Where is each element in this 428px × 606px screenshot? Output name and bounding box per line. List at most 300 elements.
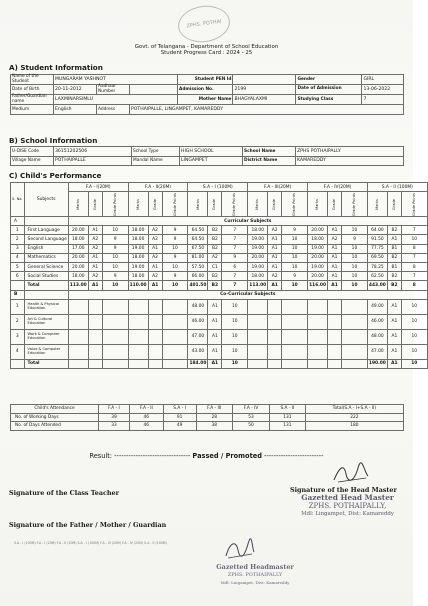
total-cell: A1: [268, 281, 282, 290]
score-cell: A1: [88, 253, 102, 262]
school-name-label: School Name: [243, 147, 296, 157]
empty-cell: [148, 299, 162, 314]
exam-fa4: F.A - IV(20M): [308, 183, 368, 192]
empty-cell: [128, 314, 148, 329]
mandal-label: Mandal Name: [132, 156, 180, 166]
stamp2-line-2: ZPHS. POTHAIPALLY: [227, 572, 283, 578]
attendance-cell: 46: [129, 422, 163, 431]
table-row: [11, 272, 428, 281]
attendance-header-4: F.A - III: [196, 405, 232, 414]
sub-col-text: Grade Points: [112, 192, 117, 216]
score-cell: A1: [148, 262, 162, 271]
attendance-row: [11, 422, 404, 431]
total-cell: 10: [342, 281, 368, 290]
score-cell: 78.25: [367, 262, 387, 271]
score-cell: A1: [88, 226, 102, 235]
dob-label: Date of Birth: [11, 85, 54, 95]
empty-cell: [342, 359, 368, 368]
score-cell: 8: [401, 244, 427, 253]
empty-cell: [88, 314, 102, 329]
admission-value: 2199: [233, 85, 296, 95]
score-cell: 9: [282, 272, 308, 281]
empty-cell: [268, 359, 282, 368]
head-master-signature-label: Signature of the Head Master: [290, 486, 397, 494]
empty-cell: [102, 314, 128, 329]
empty-cell: [162, 299, 188, 314]
score-cell: 10: [282, 244, 308, 253]
sa1-cell: A1: [208, 299, 222, 314]
attendance-cell: 33: [99, 422, 130, 431]
sub-col-2-1: [208, 192, 222, 217]
table-row: [11, 262, 428, 271]
score-cell: B1: [387, 262, 401, 271]
score-cell: 69.50: [367, 253, 387, 262]
row-sno: 6: [11, 272, 25, 281]
udise-value: 36151202506: [54, 147, 132, 157]
empty-cell: [282, 344, 308, 359]
sa1-cell: 10: [222, 299, 248, 314]
second-signature: [222, 536, 256, 562]
score-cell: 91.50: [367, 235, 387, 244]
attendance-cell: 49: [163, 422, 196, 431]
attendance-header-0: Child's Attendance: [11, 405, 99, 414]
empty-cell: [248, 329, 268, 344]
sa2-cell: A1: [387, 314, 401, 329]
row-subject: Mathematics: [24, 253, 68, 262]
attendance-header-3: S.A - I: [163, 405, 196, 414]
empty-cell: [248, 344, 268, 359]
co-total-sa2: 10: [401, 359, 427, 368]
score-cell: 9: [342, 235, 368, 244]
student-name: MUNGARAM YASHNOT: [54, 75, 178, 85]
aadhaar-label: Aadhaar Number: [97, 85, 130, 95]
sa2-cell: 10: [401, 329, 427, 344]
score-cell: 10: [102, 253, 128, 262]
father-value: LAXMINARSIMLU: [54, 95, 178, 105]
score-cell: 67.50: [188, 244, 208, 253]
empty-cell: [68, 314, 88, 329]
score-cell: 7: [222, 272, 248, 281]
empty-cell: [88, 299, 102, 314]
sub-col-5-2: [401, 192, 427, 217]
score-cell: A2: [268, 272, 282, 281]
sa1-cell: A1: [208, 344, 222, 359]
col-sno: S. No.: [11, 183, 25, 217]
score-cell: 18.00: [248, 226, 268, 235]
empty-cell: [342, 329, 368, 344]
empty-cell: [88, 344, 102, 359]
section-a-marker: A: [11, 217, 25, 226]
score-cell: 10: [162, 244, 188, 253]
total-cell: A1: [148, 281, 162, 290]
sub-col-text: Grade: [92, 198, 97, 210]
row-sno: 2: [11, 314, 25, 329]
score-cell: A2: [88, 235, 102, 244]
score-cell: 18.00: [308, 235, 328, 244]
empty-cell: [328, 329, 342, 344]
empty-cell: [342, 344, 368, 359]
score-cell: A1: [148, 244, 162, 253]
sub-col-0-2: [102, 192, 128, 217]
score-cell: 10: [282, 235, 308, 244]
score-cell: A2: [148, 226, 162, 235]
sub-col-text: Grade: [391, 198, 396, 210]
score-cell: A1: [328, 272, 342, 281]
score-cell: 10: [102, 226, 128, 235]
sa2-cell: A1: [387, 329, 401, 344]
sub-col-1-1: [148, 192, 162, 217]
table-row: [11, 244, 428, 253]
score-cell: 10: [342, 262, 368, 271]
empty-cell: [162, 344, 188, 359]
govt-header: Govt. of Telangana - Department of School Education: [134, 44, 279, 50]
exam-fa2: F.A - II(20M): [128, 183, 188, 192]
sub-col-text: Marks: [195, 198, 200, 210]
score-cell: 20.00: [68, 226, 88, 235]
score-cell: 9: [222, 253, 248, 262]
village-value: POTHAIPALLE: [54, 156, 132, 166]
mandal-value: LINGAMPET: [180, 156, 243, 166]
score-cell: 10: [102, 262, 128, 271]
sa1-cell: 46.00: [188, 314, 208, 329]
sa2-cell: 46.00: [367, 314, 387, 329]
total-cell: 10: [282, 281, 308, 290]
score-cell: 9: [102, 244, 128, 253]
co-total-sa1: 184.00: [188, 359, 208, 368]
section-school-info-title: B) School Information: [9, 136, 98, 145]
score-cell: B2: [208, 244, 222, 253]
attendance-header-1: F.A - I: [99, 405, 130, 414]
attendance-cell: 39: [99, 413, 130, 422]
row-subject: Value & Computer Education: [24, 344, 68, 359]
row-subject: English: [24, 244, 68, 253]
score-cell: 10: [282, 262, 308, 271]
father-label: Father/Guardian name: [11, 95, 54, 105]
empty-cell: [148, 359, 162, 368]
score-cell: 18.00: [128, 253, 148, 262]
medium-label: Medium: [11, 105, 54, 115]
table-row: [11, 299, 428, 314]
empty-cell: [148, 344, 162, 359]
sub-col-3-0: [248, 192, 268, 217]
row-subject: Art & Cultural Education: [24, 314, 68, 329]
total-label: Total: [24, 281, 68, 290]
score-cell: 10: [342, 253, 368, 262]
score-cell: 7: [222, 244, 248, 253]
score-cell: 9: [282, 226, 308, 235]
empty-cell: [128, 329, 148, 344]
school-type-value: HIGH SCHOOL: [180, 147, 243, 157]
sub-col-text: Grade Points: [232, 192, 237, 216]
score-cell: 7: [401, 226, 427, 235]
stamp2-line-3: Mdl: Lingampet, Dist: Kamareddy: [220, 580, 290, 585]
co-total-sa1: 10: [222, 359, 248, 368]
total-cell: B2: [387, 281, 401, 290]
sa2-cell: 10: [401, 344, 427, 359]
score-cell: B2: [387, 226, 401, 235]
class-value: 7: [362, 95, 404, 105]
empty-cell: [148, 329, 162, 344]
empty-cell: [102, 344, 128, 359]
stamp-line-3: Mdl: Lingampet, Dist: Kamareddy: [301, 511, 394, 517]
score-cell: A1: [328, 262, 342, 271]
score-cell: B2: [208, 235, 222, 244]
table-row: [11, 226, 428, 235]
section-performance-title: C) Child's Performance: [9, 171, 102, 180]
row-sno: 2: [11, 235, 25, 244]
empty-cell: [268, 314, 282, 329]
school-info-table: [10, 146, 404, 166]
head-master-stamp: [285, 494, 410, 518]
gender-label: Gender: [296, 75, 362, 85]
name-label: Name of the Student: [11, 75, 54, 85]
score-cell: A2: [148, 235, 162, 244]
total-cell: 401.50: [188, 281, 208, 290]
score-cell: 9: [162, 226, 188, 235]
attendance-cell: 46: [129, 413, 163, 422]
total-cell: 443.00: [367, 281, 387, 290]
empty-cell: [128, 359, 148, 368]
medium-value: English: [54, 105, 97, 115]
score-cell: A1: [88, 262, 102, 271]
sub-col-text: Marks: [135, 198, 140, 210]
score-cell: A2: [88, 272, 102, 281]
score-cell: 10: [342, 244, 368, 253]
empty-cell: [308, 299, 328, 314]
stamp2-line-1: Gazetted Headmaster: [216, 563, 294, 571]
exam-sa1: S.A - I (100M): [188, 183, 248, 192]
score-cell: A1: [268, 253, 282, 262]
sa2-cell: 48.00: [367, 329, 387, 344]
score-cell: 18.00: [128, 272, 148, 281]
score-cell: 20.00: [308, 272, 328, 281]
score-cell: A2: [208, 253, 222, 262]
sub-col-text: Grade Points: [351, 192, 356, 216]
attendance-cell: 180: [305, 422, 403, 431]
row-subject: Social Studies: [24, 272, 68, 281]
total-cell: 10: [102, 281, 128, 290]
co-total-label: Total: [24, 359, 68, 368]
total-cell: 116.00: [308, 281, 328, 290]
score-cell: 7: [401, 272, 427, 281]
sub-col-text: Grade: [272, 198, 277, 210]
exam-sa2: S.A - II (100M): [367, 183, 427, 192]
total-cell: B2: [208, 281, 222, 290]
class-label: Studying Class: [296, 95, 362, 105]
empty-cell: [282, 299, 308, 314]
sub-col-text: Grade: [332, 198, 337, 210]
score-cell: 19.00: [128, 244, 148, 253]
headmaster-stamp-bottom: [200, 563, 310, 587]
admission-label: Admission No.: [178, 85, 233, 95]
empty-cell: [162, 329, 188, 344]
score-cell: 77.75: [367, 244, 387, 253]
score-cell: A2: [148, 272, 162, 281]
score-cell: 20.00: [68, 253, 88, 262]
score-cell: A1: [268, 262, 282, 271]
attendance-cell: 53: [232, 413, 269, 422]
score-cell: 19.00: [248, 235, 268, 244]
score-cell: 7: [401, 253, 427, 262]
sub-col-3-2: [282, 192, 308, 217]
total-cell: 110.00: [128, 281, 148, 290]
score-cell: A1: [268, 235, 282, 244]
total-cell: 7: [222, 281, 248, 290]
score-cell: 17.00: [68, 244, 88, 253]
score-cell: 19.00: [128, 262, 148, 271]
score-cell: 20.00: [248, 253, 268, 262]
address-value: POTHAIPALLE, LINGAMPET, KAMAREDDY: [130, 105, 404, 115]
sa1-cell: 10: [222, 314, 248, 329]
empty-cell: [88, 329, 102, 344]
head-master-signature: [330, 462, 370, 486]
empty-cell: [308, 314, 328, 329]
attendance-cell: 131: [270, 422, 306, 431]
sa2-cell: 10: [401, 314, 427, 329]
sub-col-text: Marks: [75, 198, 80, 210]
empty-cell: [68, 344, 88, 359]
attendance-cell: 222: [305, 413, 403, 422]
address-label: Address: [97, 105, 130, 115]
score-cell: 62.50: [367, 272, 387, 281]
row-subject: Work & Computer Education: [24, 329, 68, 344]
sub-col-4-2: [342, 192, 368, 217]
empty-cell: [268, 299, 282, 314]
score-cell: 9: [102, 272, 128, 281]
attendance-header-7: Total(S.A - I+S.A - II): [305, 405, 403, 414]
empty-cell: [248, 359, 268, 368]
sub-col-0-0: [68, 192, 88, 217]
empty-cell: [68, 299, 88, 314]
row-sno: 4: [11, 344, 25, 359]
table-row: [11, 314, 428, 329]
empty-cell: [342, 314, 368, 329]
score-cell: 20.00: [308, 253, 328, 262]
score-cell: 66.00: [188, 272, 208, 281]
empty-cell: [308, 344, 328, 359]
empty-cell: [268, 344, 282, 359]
total-cell: 113.00: [248, 281, 268, 290]
score-cell: A2: [148, 253, 162, 262]
row-sno: 3: [11, 244, 25, 253]
result-value: Passed / Promoted: [192, 452, 262, 460]
result-dashes: --------------------------------: [114, 452, 191, 460]
score-cell: 19.00: [248, 244, 268, 253]
empty-cell: [328, 314, 342, 329]
empty-cell: [328, 344, 342, 359]
row-subject: Health & Physical Education: [24, 299, 68, 314]
total-cell: A1: [88, 281, 102, 290]
score-cell: 10: [401, 235, 427, 244]
row-sno: 5: [11, 262, 25, 271]
sub-col-5-1: [387, 192, 401, 217]
attendance-header-6: S.A - II: [270, 405, 306, 414]
total-cell: A1: [328, 281, 342, 290]
empty-cell: [308, 359, 328, 368]
doa-label: Date of Admission: [296, 85, 362, 95]
empty-cell: [282, 314, 308, 329]
empty-cell: [282, 329, 308, 344]
attendance-row: [11, 413, 404, 422]
attendance-header-2: F.A - II: [129, 405, 163, 414]
score-cell: 6: [222, 262, 248, 271]
score-cell: 9: [162, 235, 188, 244]
sub-col-4-0: [308, 192, 328, 217]
empty-cell: [102, 329, 128, 344]
stamp-line-1: Gazetted Head Master: [301, 493, 394, 502]
result-dashes-end: -------------------------: [264, 452, 324, 460]
sa2-cell: A1: [387, 299, 401, 314]
empty-cell: [328, 299, 342, 314]
score-cell: 10: [162, 262, 188, 271]
score-cell: A1: [268, 244, 282, 253]
sub-col-1-2: [162, 192, 188, 217]
score-cell: 18.00: [128, 235, 148, 244]
empty-cell: [308, 329, 328, 344]
empty-cell: [128, 344, 148, 359]
class-teacher-signature-label: Signature of the Class Teacher: [9, 489, 119, 497]
attendance-cell: 38: [196, 422, 232, 431]
attendance-table: [10, 404, 404, 431]
total-sno: [11, 281, 25, 290]
attendance-cell: 28: [196, 413, 232, 422]
sa1-cell: A1: [208, 329, 222, 344]
score-cell: 81.00: [188, 253, 208, 262]
udise-label: U-DISE Code: [11, 147, 54, 157]
school-seal-stamp: [176, 3, 233, 46]
attendance-cell: 91: [163, 413, 196, 422]
empty-cell: [68, 329, 88, 344]
score-cell: 9: [162, 253, 188, 262]
score-cell: B1: [387, 244, 401, 253]
score-cell: A1: [328, 253, 342, 262]
empty-cell: [128, 299, 148, 314]
score-cell: 20.00: [308, 226, 328, 235]
doa-value: 13-06-2022: [362, 85, 404, 95]
result-line: [0, 452, 413, 460]
score-cell: 7: [222, 226, 248, 235]
sa1-cell: 43.00: [188, 344, 208, 359]
table-row: [11, 329, 428, 344]
gender-value: GIRL: [362, 75, 404, 85]
school-type-label: School Type: [132, 147, 180, 157]
mother-value: BHAGYALAXMI: [233, 95, 296, 105]
score-cell: 9: [102, 235, 128, 244]
district-value: KAMAREDDY: [296, 156, 404, 166]
empty-cell: [328, 359, 342, 368]
attendance-label: No. of Days Attended: [11, 422, 99, 431]
score-cell: A1: [328, 226, 342, 235]
score-cell: 10: [342, 272, 368, 281]
sub-col-text: Marks: [315, 198, 320, 210]
score-cell: 19.00: [248, 262, 268, 271]
sub-col-2-0: [188, 192, 208, 217]
section-student-info-title: A) Student Information: [9, 63, 103, 72]
attendance-cell: 131: [270, 413, 306, 422]
school-name-value: ZPHS POTHAIPALLY: [296, 147, 404, 157]
performance-table: [10, 182, 428, 369]
total-cell: 8: [401, 281, 427, 290]
empty-cell: [88, 359, 102, 368]
row-sno: 1: [11, 226, 25, 235]
sa1-cell: 48.00: [188, 299, 208, 314]
score-cell: 18.00: [68, 272, 88, 281]
aadhaar-value: [130, 85, 178, 95]
score-cell: 20.00: [68, 262, 88, 271]
score-cell: A2: [268, 226, 282, 235]
empty-cell: [248, 314, 268, 329]
sub-col-1-0: [128, 192, 148, 217]
